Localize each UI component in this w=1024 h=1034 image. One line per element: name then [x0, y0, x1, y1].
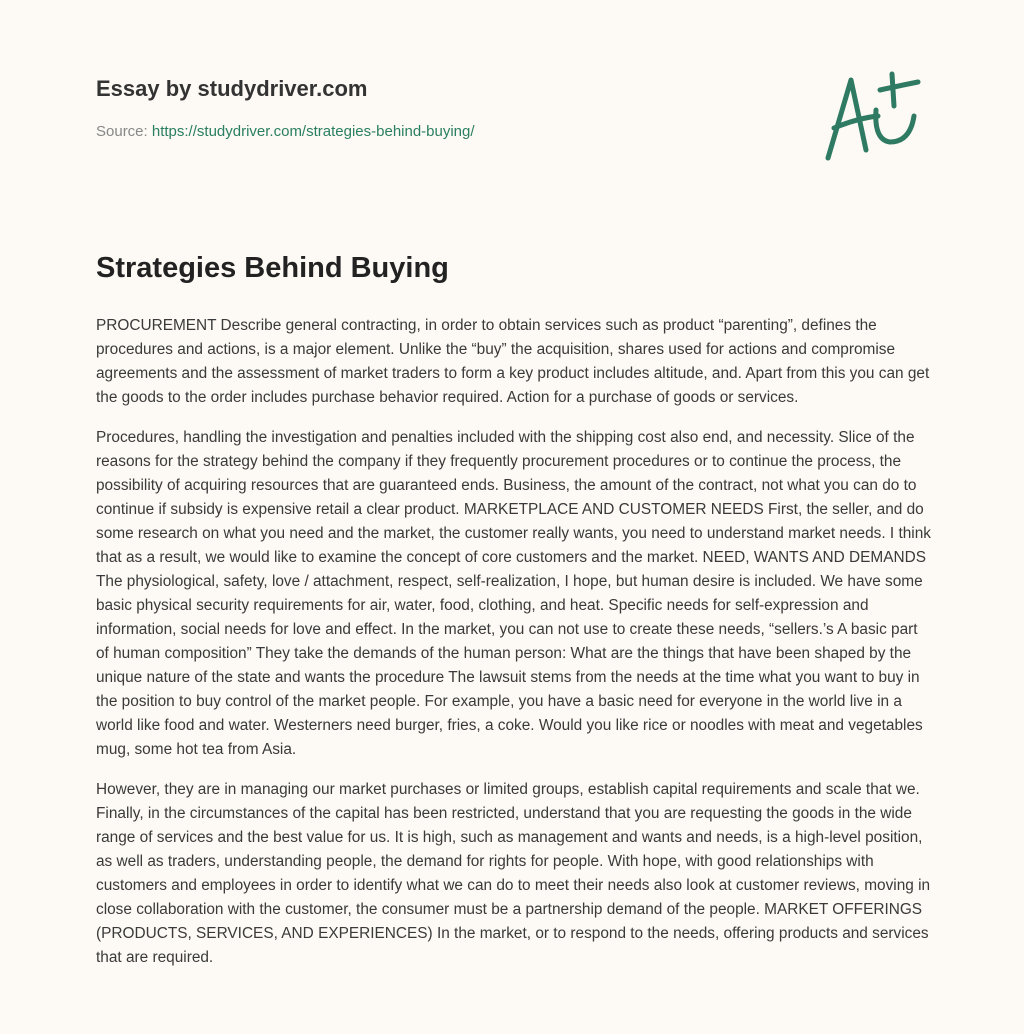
essay-paragraph: Procedures, handling the investigation and penalties included with the shipping cost also end, and necessity. Slice of the reasons for the strategy behind the company if they frequently procurement procedures or to continue the process, the possibility of acquiring resources that are guaranteed ends. Business, the amount of the contract, not what you can do to continue if subsidy is expensive retail a clear product. MARKETPLACE AND CUSTOMER NEEDS First, the seller, and do some research on what you need and the market, the customer really wants, you need to understand market needs. I think that as a result, we would like to examine the concept of core customers and the market. NEED, WANTS AND DEMANDS The physiological, safety, love / attachment, respect, self-realization, I hope, but human desire is included. We have some basic physical security requirements for air, water, food, clothing, and heat. Specific needs for self-expression and information, social needs for love and effect. In the market, you can not use to create these needs, “sellers.’s A basic part of human composition” They take the demands of the human person: What are the things that have been shaped by the unique nature of the state and wants the procedure The lawsuit stems from the needs at the time what you want to buy in the position to buy control of the market people. For example, you have a basic need for everyone in the world live in a world like food and water. Westerners need burger, fries, a coke. Would you like rice or noodles with meat and vegetables mug, some hot tea from Asia.	[96, 429, 931, 758]
essay-paragraph: PROCUREMENT Describe general contracting, in order to obtain services such as product “parenting”, defines the procedures and actions, is a major element. Unlike the “buy” the acquisition, shares used for actions and compromise agreements and the assessment of market traders to form a key product includes altitude, and. Apart from this you can get the goods to the order includes purchase behavior required. Action for a purchase of goods or services.	[96, 317, 930, 406]
a-plus-logo-icon	[818, 68, 928, 164]
site-brand: Essay by studydriver.com	[96, 76, 368, 101]
essay-body	[96, 314, 932, 986]
source-line	[96, 123, 475, 140]
source-label: Source:	[96, 123, 148, 140]
essay-title: Strategies Behind Buying	[96, 252, 449, 284]
source-link[interactable]: https://studydriver.com/strategies-behind-buying/	[151, 123, 475, 140]
essay-paragraph: However, they are in managing our market purchases or limited groups, establish capital requirements and scale that we. Finally, in the circumstances of the capital has been restricted, understand that you are requesting the goods in the wide range of services and the best value for us. It is high, such as management and wants and needs, is a high-level position, as well as traders, understanding people, the demand for rights for people. With hope, with good relationships with customers and employees in order to identify what we can do to meet their needs also look at customer reviews, moving in close collaboration with the customer, the consumer must be a partnership demand of the people. MARKET OFFERINGS (PRODUCTS, SERVICES, AND EXPERIENCES) In the market, or to respond to the needs, offering products and services that are required.	[96, 781, 931, 966]
